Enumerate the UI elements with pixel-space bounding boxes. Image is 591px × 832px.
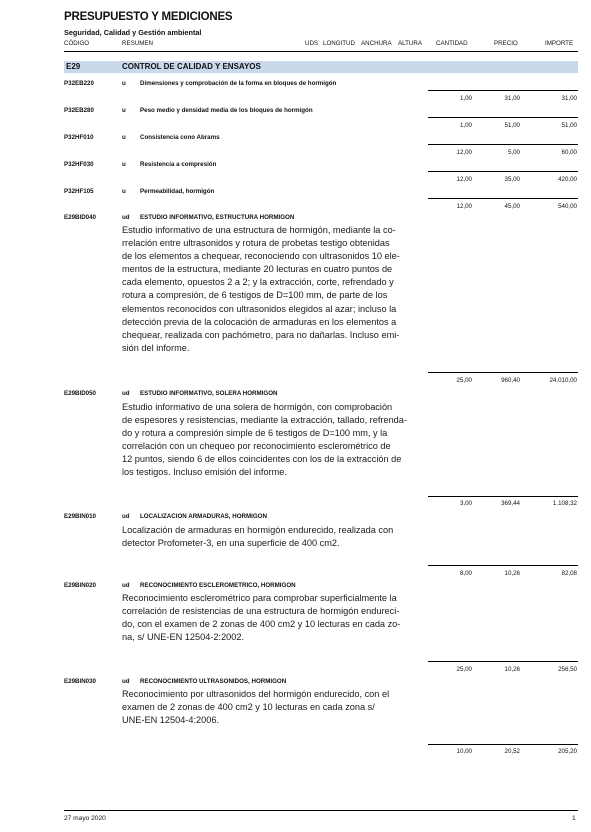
footer-date: 27 mayo 2020 (64, 815, 106, 822)
item-precio: 5,00 (507, 149, 520, 156)
subtotal-rule (428, 117, 578, 118)
chapter-code: E29 (66, 62, 81, 71)
subtotal-rule (428, 565, 578, 566)
item-cantidad: 25,00 (456, 666, 472, 673)
document-subtitle: Seguridad, Calidad y Gestión ambiental (64, 28, 202, 37)
item-summary: RECONOCIMIENTO ESCLEROMETRICO, HORMIGON (140, 582, 296, 589)
item-importe: 205,20 (558, 748, 577, 755)
item-summary: LOCALIZACION ARMADURAS, HORMIGON (140, 513, 267, 520)
header-divider (64, 51, 578, 52)
subtotal-rule (428, 744, 578, 745)
footer-divider (64, 810, 578, 811)
item-unit: ud (122, 678, 130, 685)
item-cantidad: 25,00 (456, 377, 472, 384)
item-cantidad: 8,00 (459, 570, 472, 577)
item-cantidad: 12,00 (456, 149, 472, 156)
item-importe: 420,00 (558, 176, 577, 183)
subtotal-rule (428, 661, 578, 662)
page-number: 1 (572, 815, 576, 822)
item-importe: 540,00 (558, 203, 577, 210)
item-code: E29BID050 (64, 390, 96, 397)
item-importe: 60,00 (561, 149, 577, 156)
column-header-uds: UDS (305, 40, 319, 47)
item-description: Estudio informativo de una solera de hormigón, con comprobación de espesores y resistencias, mediante la extracción, tallado, refrenda- do y rotura a compresión simple de 6 testigos de D=100 mm, y la correlación con un chequeo por reconocimiento esclerométrico de 12 puntos, siendo 6 de ellos coincidentes con los de la extracción de los testigos. Incluso emisión del informe. (122, 402, 407, 478)
column-header-cantidad: CANTIDAD (436, 40, 468, 47)
item-unit: u (122, 134, 126, 141)
column-header-importe: IMPORTE (545, 40, 574, 47)
item-unit: u (122, 188, 126, 195)
item-summary: Consistencia cono Abrams (140, 134, 220, 141)
item-description: Estudio informativo de una estructura de hormigón, mediante la co- rrelación entre ultrasonidos y rotura de probetas testigo obtenidas de los elementos a chequear, reconociendo con ultrasonidos 10 ele- mentos de la estructura, mediante 20 lecturas en cuatro puntos de cada elemento, opuestos 2 a 2; y la extracción, corte, refrendado y rotura a compresión, de 6 testigos de D=100 mm, de parte de los elementos reconocidos con ultrasonidos elegidos al azar; incluso la detección previa de la colocación de armaduras en los elementos a chequear, realizada con pachómetro, para no dañarlas. Incluso emi- sión del informe. (122, 225, 400, 353)
item-importe: 24.010,00 (549, 377, 577, 384)
item-importe: 51,00 (561, 122, 577, 129)
item-code: P32HF010 (64, 134, 94, 141)
item-summary: Peso medio y densidad media de los bloques de hormigón (140, 107, 313, 114)
column-header-anchura: ANCHURA (361, 40, 392, 47)
item-unit: ud (122, 582, 130, 589)
item-summary: ESTUDIO INFORMATIVO, SOLERA HORMIGON (140, 390, 278, 397)
item-precio: 960,40 (501, 377, 520, 384)
item-code: P32HF030 (64, 161, 94, 168)
subtotal-rule (428, 171, 578, 172)
document-title: PRESUPUESTO Y MEDICIONES (64, 11, 233, 23)
item-precio: 10,26 (504, 666, 520, 673)
item-cantidad: 12,00 (456, 203, 472, 210)
item-precio: 51,00 (504, 122, 520, 129)
item-code: E29BIN010 (64, 513, 96, 520)
item-unit: u (122, 80, 126, 87)
item-summary: ESTUDIO INFORMATIVO, ESTRUCTURA HORMIGON (140, 214, 295, 221)
item-unit: u (122, 107, 126, 114)
item-precio: 35,00 (504, 176, 520, 183)
item-code: P32EB280 (64, 107, 94, 114)
item-precio: 20,52 (504, 748, 520, 755)
item-unit: ud (122, 513, 130, 520)
item-unit: ud (122, 214, 130, 221)
column-header-precio: PRECIO (494, 40, 518, 47)
chapter-title: CONTROL DE CALIDAD Y ENSAYOS (122, 62, 261, 71)
subtotal-rule (428, 372, 578, 373)
item-summary: Dimensiones y comprobación de la forma en bloques de hormigón (140, 80, 337, 87)
subtotal-rule (428, 144, 578, 145)
column-header-longitud: LONGITUD (323, 40, 355, 47)
item-description: Reconocimiento esclerométrico para comprobar superficialmente la correlación de resistencias de una estructura de hormigón endureci- do, con el examen de 2 zonas de 400 cm2 y 10 lecturas en cada zo- na, s/ UNE-EN 12504-2:2002. (122, 593, 401, 643)
item-code: E29BIN020 (64, 582, 96, 589)
item-importe: 1.108,32 (552, 500, 577, 507)
item-importe: 82,08 (561, 570, 577, 577)
item-cantidad: 1,00 (459, 95, 472, 102)
item-code: E29BIN030 (64, 678, 96, 685)
item-code: P32EB220 (64, 80, 94, 87)
column-header-resumen: RESUMEN (122, 40, 153, 47)
item-unit: ud (122, 390, 130, 397)
column-header-altura: ALTURA (398, 40, 422, 47)
item-description: Reconocimiento por ultrasonidos del hormigón endurecido, con el examen de 2 zonas de 400 cm2 y 10 lecturas en cada zona s/ UNE-EN 12504-4:2006. (122, 689, 390, 726)
item-cantidad: 10,00 (456, 748, 472, 755)
item-precio: 369,44 (501, 500, 520, 507)
item-importe: 256,50 (558, 666, 577, 673)
item-description: Localización de armaduras en hormigón endurecido, realizada con detector Profometer-3, en una superficie de 400 cm2. (122, 525, 394, 549)
item-summary: Resistencia a compresión (140, 161, 217, 168)
item-summary: RECONOCIMIENTO ULTRASONIDOS, HORMIGON (140, 678, 287, 685)
item-code: P32HF105 (64, 188, 94, 195)
item-cantidad: 3,00 (459, 500, 472, 507)
column-header-codigo: CÓDIGO (64, 40, 90, 47)
item-summary: Permeabilidad, hormigón (140, 188, 215, 195)
item-unit: u (122, 161, 126, 168)
item-code: E29BID040 (64, 214, 96, 221)
item-precio: 31,00 (504, 95, 520, 102)
subtotal-rule (428, 198, 578, 199)
subtotal-rule (428, 496, 578, 497)
item-cantidad: 1,00 (459, 122, 472, 129)
item-cantidad: 12,00 (456, 176, 472, 183)
item-precio: 10,26 (504, 570, 520, 577)
item-precio: 45,00 (504, 203, 520, 210)
item-importe: 31,00 (561, 95, 577, 102)
subtotal-rule (428, 90, 578, 91)
